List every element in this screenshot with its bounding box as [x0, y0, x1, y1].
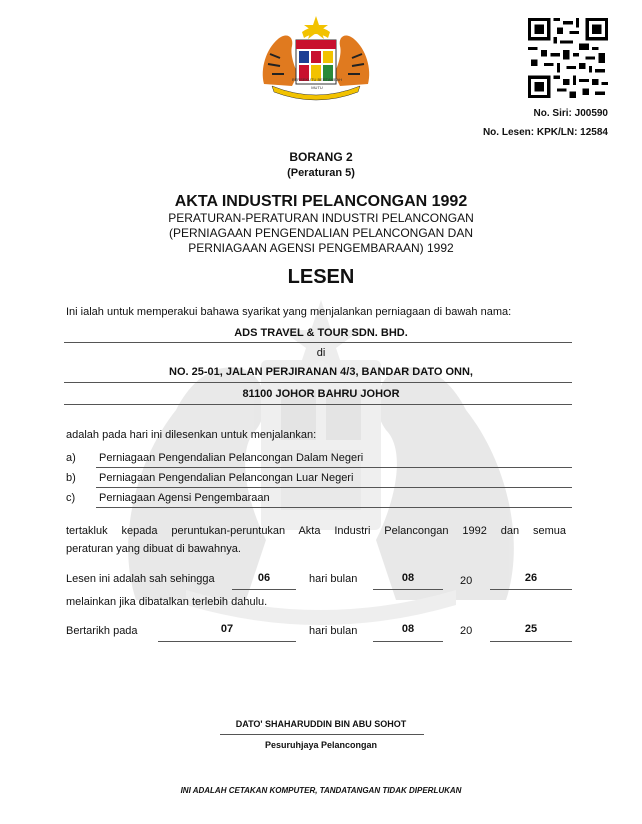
- dated-year-rule: [490, 641, 572, 642]
- dated-month-rule: [373, 641, 443, 642]
- business-type-item: Perniagaan Pengendalian Pelancongan Dalam Negeri: [99, 452, 364, 464]
- qr-code-icon: [528, 18, 608, 98]
- regulation-line-3: PERNIAGAAN AGENSI PENGEMBARAAN) 1992: [188, 241, 454, 255]
- business-type-item: Perniagaan Agensi Pengembaraan: [99, 492, 270, 504]
- dated-day-rule: [158, 641, 296, 642]
- regulation-line-2: (PERNIAGAAN PENGENDALIAN PELANCONGAN DAN: [168, 226, 474, 240]
- intro-text: Ini ialah untuk memperakui bahawa syarikat yang menjalankan perniagaan di bawah nama:: [66, 306, 512, 318]
- computer-print-note: INI ADALAH CETAKAN KOMPUTER, TANDATANGAN TIDAK DIPERLUKAN: [180, 786, 462, 795]
- dated-month: 08: [401, 623, 415, 635]
- company-name: ADS TRAVEL & TOUR SDN. BHD.: [234, 327, 408, 339]
- dated-year: 25: [524, 623, 538, 635]
- validity-label: Lesen ini adalah sah sehingga: [66, 573, 215, 585]
- license-number: No. Lesen: KPK/LN: 12584: [482, 127, 608, 138]
- at-label: di: [316, 347, 326, 359]
- validity-day: 06: [257, 572, 271, 584]
- validity-day-month-label: hari bulan: [309, 573, 358, 585]
- validity-condition: melainkan jika dibatalkan terlebih dahulu.: [66, 596, 268, 608]
- validity-day-rule: [232, 589, 296, 590]
- item-letter-a: a): [66, 452, 76, 464]
- validity-month: 08: [401, 572, 415, 584]
- dated-day: 07: [220, 623, 234, 635]
- signatory-title: Pesuruhjaya Pelancongan: [264, 740, 378, 750]
- form-number: BORANG 2: [289, 150, 353, 164]
- address-line-1-rule: [64, 382, 572, 383]
- subject-text-line-2: peraturan yang dibuat di bawahnya.: [66, 543, 241, 555]
- act-title: AKTA INDUSTRI PELANCONGAN 1992: [174, 193, 468, 210]
- item-rule: [96, 507, 572, 508]
- dated-century: 20: [460, 625, 473, 637]
- regulation-line-1: PERATURAN-PERATURAN INDUSTRI PELANCONGAN: [168, 211, 474, 225]
- validity-year: 26: [524, 572, 538, 584]
- validity-century: 20: [460, 575, 473, 587]
- regulation-ref: (Peraturan 5): [287, 167, 355, 179]
- licensed-for-text: adalah pada hari ini dilesenkan untuk menjalankan:: [66, 429, 317, 441]
- company-line: [64, 342, 572, 343]
- business-type-item: Perniagaan Pengendalian Pelancongan Luar Negeri: [99, 472, 354, 484]
- address-line-2: 81100 JOHOR BAHRU JOHOR: [242, 388, 400, 400]
- signature-rule: [220, 734, 424, 735]
- address-line-2-rule: [64, 404, 572, 405]
- item-letter-c: c): [66, 492, 76, 504]
- dated-day-month-label: hari bulan: [309, 625, 358, 637]
- item-rule: [96, 487, 572, 488]
- validity-month-rule: [373, 589, 443, 590]
- validity-year-rule: [490, 589, 572, 590]
- page-title: LESEN: [287, 266, 355, 288]
- crest-motto: BERSEKUTU BERTAMBAH MUTU: [291, 77, 343, 90]
- subject-text-line-1: tertakluk kepada peruntukan-peruntukan Akta Industri Pelancongan 1992 dan semua: [66, 525, 566, 537]
- signatory-name: DATO' SHAHARUDDIN BIN ABU SOHOT: [235, 719, 407, 729]
- dated-label: Bertarikh pada: [66, 625, 138, 637]
- address-line-1: NO. 25-01, JALAN PERJIRANAN 4/3, BANDAR DATO ONN,: [169, 366, 473, 378]
- serial-number: No. Siri: J00590: [533, 108, 608, 119]
- item-letter-b: b): [66, 472, 76, 484]
- item-rule: [96, 467, 572, 468]
